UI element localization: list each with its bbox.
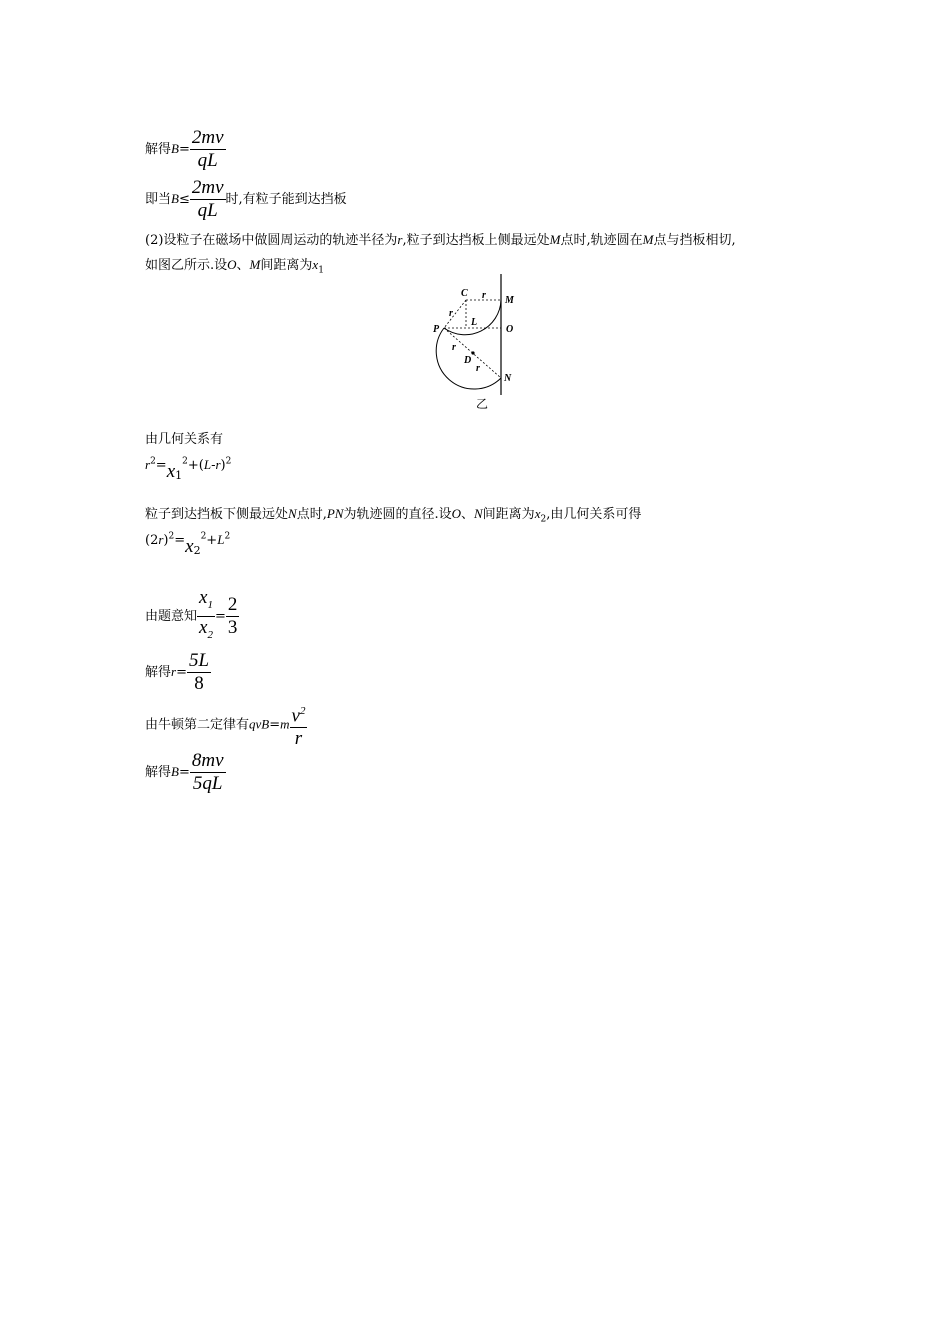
solution-line-7: [145, 503, 641, 525]
subscript: 1: [318, 265, 324, 276]
solution-line-2: [145, 177, 347, 222]
label-d: D: [464, 355, 472, 366]
text: 由题意知: [145, 608, 198, 624]
var-n: N: [288, 506, 297, 521]
var-l: L: [217, 532, 225, 547]
var-m: m: [280, 716, 290, 732]
text: ,由几何关系可得: [546, 507, 642, 522]
var-x: x: [166, 461, 176, 482]
solution-line-10: [145, 650, 211, 695]
plus: +: [206, 533, 218, 548]
superscript: 2: [150, 456, 156, 467]
subscript: 1: [207, 598, 213, 611]
var-v: v: [291, 705, 300, 727]
equals: =: [178, 765, 190, 780]
var-r: r: [397, 232, 403, 247]
label-n: N: [504, 373, 512, 384]
var-o: O: [451, 506, 461, 521]
dash-cp: [444, 300, 466, 328]
text: 点时,: [296, 507, 327, 522]
text: 如图乙所示.设: [145, 258, 228, 273]
text: 解得: [145, 142, 172, 157]
var-o: O: [227, 257, 237, 272]
numerator: 2: [227, 593, 238, 615]
subscript: 1: [175, 468, 183, 482]
var-r: r: [145, 457, 151, 472]
denominator: 8: [194, 673, 204, 694]
fraction: [190, 750, 226, 795]
solution-line-3: [145, 229, 736, 248]
equals: =: [176, 665, 187, 680]
solution-line-11: [145, 700, 307, 750]
solution-line-1: [145, 127, 226, 172]
text: +(: [187, 458, 204, 473]
var-x: x: [199, 616, 208, 638]
text: (2)设粒子在磁场中做圆周运动的轨迹半径为: [145, 233, 398, 248]
denominator: r: [294, 728, 303, 750]
numerator: [197, 587, 215, 617]
solution-line-12: [145, 750, 226, 795]
solution-line-4: [145, 254, 324, 276]
fraction: [187, 650, 211, 695]
equals: =: [214, 608, 226, 624]
var-l: L: [203, 457, 212, 472]
text: ,粒子到达挡板上侧最远处: [402, 233, 550, 248]
fraction: [190, 177, 226, 222]
var-qvb: qvB: [249, 716, 270, 732]
text: ): [220, 458, 226, 473]
superscript: 2: [299, 705, 306, 717]
figure-diagram: [428, 270, 538, 415]
var-pn: PN: [326, 506, 344, 521]
minus: -: [211, 458, 216, 473]
numerator: 8mv: [191, 750, 224, 771]
text: 点与挡板相切,: [653, 233, 736, 248]
superscript: 2: [200, 531, 207, 542]
text: ): [163, 533, 169, 548]
denominator: 5qL: [192, 773, 223, 794]
numerator: 2mv: [191, 127, 224, 148]
var-m: M: [249, 257, 261, 272]
text: 由牛顿第二定律有: [145, 717, 250, 733]
equals: =: [178, 142, 190, 157]
equals: =: [155, 458, 167, 473]
subscript: 2: [193, 543, 201, 557]
solution-line-5: [145, 428, 223, 447]
fraction-x1-x2: [197, 587, 215, 646]
var-m: M: [642, 232, 654, 247]
subscript: 2: [207, 628, 213, 641]
text: 粒子到达挡板下侧最远处: [145, 507, 289, 522]
text: 解得: [145, 665, 172, 680]
var-b: B: [171, 191, 179, 206]
text: 点时,轨迹圆在: [560, 233, 643, 248]
superscript: 2: [224, 531, 231, 542]
label-r-top: r: [482, 290, 486, 301]
fraction-2-3: [226, 594, 240, 639]
label-p: P: [433, 324, 440, 335]
var-r: r: [215, 457, 221, 472]
superscript: 2: [182, 456, 188, 467]
label-o: O: [506, 324, 514, 335]
denominator: qL: [197, 150, 218, 171]
label-r-left: r: [449, 308, 453, 319]
superscript: 2: [168, 531, 175, 542]
denominator: [197, 617, 215, 646]
figure-caption: 乙: [476, 397, 489, 411]
label-m: M: [505, 295, 514, 306]
center-d-dot: [471, 351, 474, 354]
text: 间距离为: [260, 258, 313, 273]
label-r-mid: r: [452, 342, 456, 353]
text: 即当: [145, 192, 172, 207]
equals: =: [269, 717, 281, 733]
separator: 、: [236, 258, 250, 273]
text: 间距离为: [482, 507, 535, 522]
var-x: x: [534, 506, 541, 521]
fraction: [190, 127, 226, 172]
var-b: B: [171, 141, 179, 156]
denominator: 3: [227, 616, 238, 638]
solution-line-6: [145, 453, 232, 482]
denominator: qL: [197, 200, 218, 221]
solution-line-9: [145, 587, 239, 646]
var-b: B: [171, 764, 179, 779]
var-m: M: [549, 232, 561, 247]
relation: ≤: [178, 192, 190, 207]
text: 为轨迹圆的直径.设: [343, 507, 452, 522]
fraction: [290, 700, 308, 750]
numerator: [290, 700, 308, 728]
var-r: r: [171, 664, 177, 679]
label-r-low: r: [476, 363, 480, 374]
text: (2: [145, 533, 159, 548]
text: 由几何关系有: [145, 432, 224, 447]
superscript: 2: [225, 456, 232, 467]
label-c: C: [461, 288, 468, 299]
label-l: L: [471, 317, 478, 328]
var-x: x: [185, 536, 194, 557]
var-x: x: [199, 587, 208, 608]
numerator: 5L: [188, 650, 210, 671]
subscript: 2: [540, 514, 547, 525]
numerator: 2mv: [191, 177, 224, 198]
separator: 、: [460, 507, 474, 522]
solution-line-8: [145, 528, 231, 557]
var-x: x: [312, 257, 319, 272]
text: 解得: [145, 765, 172, 780]
var-r: r: [158, 532, 164, 547]
text: 时,有粒子能到达挡板: [225, 192, 347, 207]
var-n: N: [474, 506, 483, 521]
equals: =: [174, 533, 186, 548]
